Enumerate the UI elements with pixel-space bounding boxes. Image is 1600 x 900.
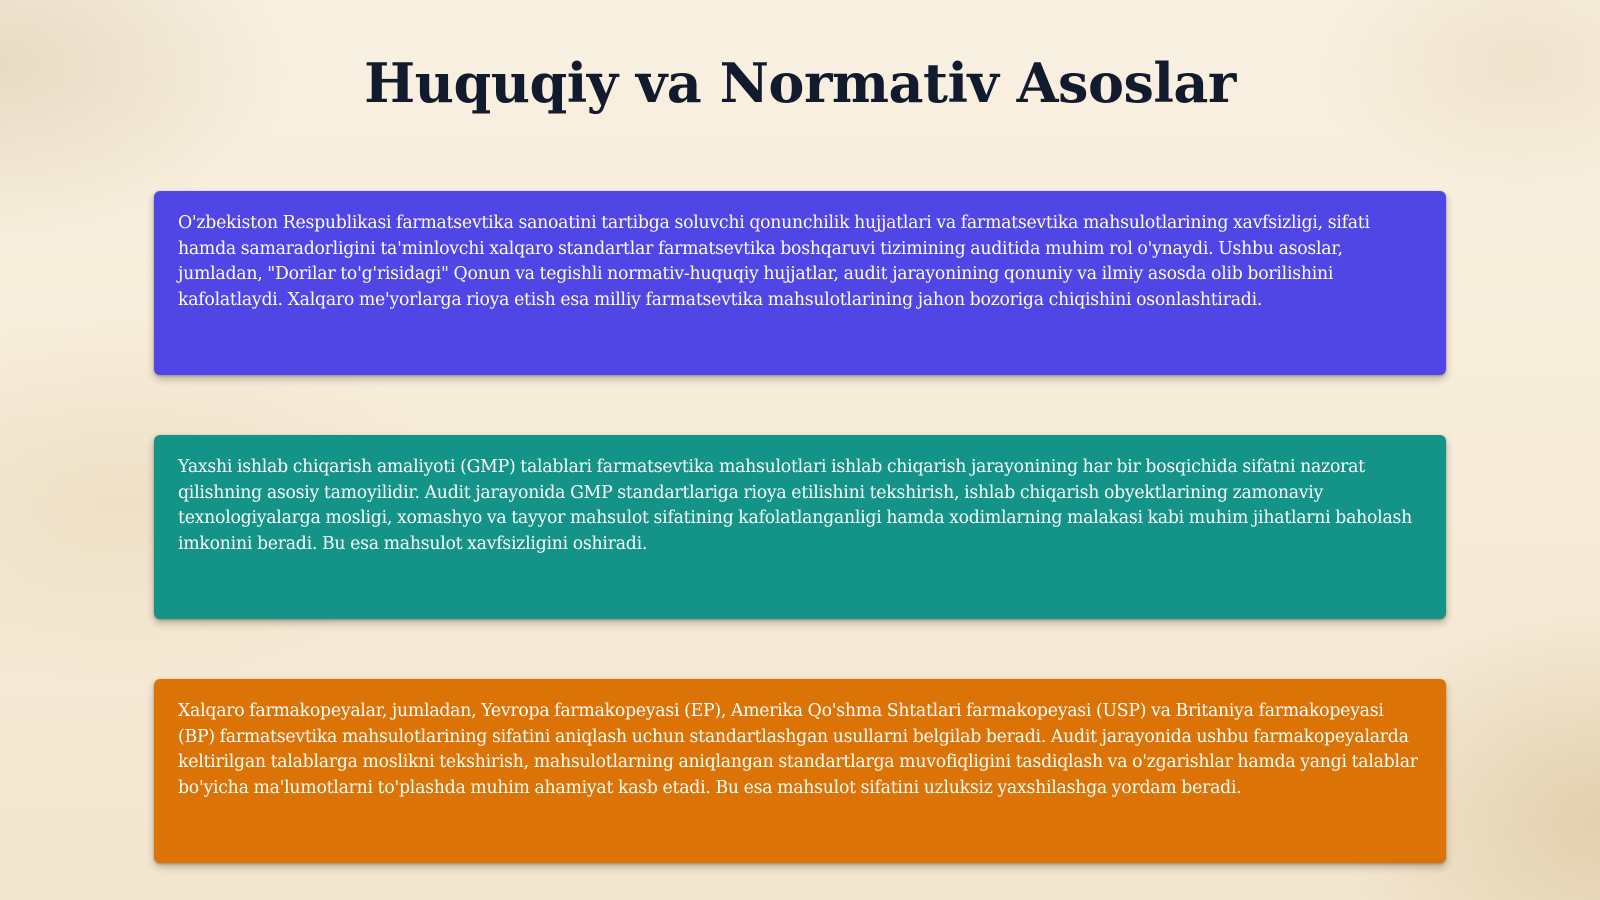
card-text: Xalqaro farmakopeyalar, jumladan, Yevropa farmakopeyasi (EP), Amerika Qo'shma Shtatlari farmakopeyasi (USP) va Britaniya farmakopeyasi (BP) farmatsevtika mahsulotlarining sifatini aniqlash uchun standartlashgan usullarni belgilab beradi. Audit jarayonida ushbu farmakopeyalarda keltirilgan talablarga moslikni tekshirish, mahsulotlarning aniqlangan standartlarga muvofiqligini tasdiqlash va o'zgarishlar hamda yangi talablar bo'yicha ma'lumotlarni to'plashda muhim ahamiyat kasb etadi. Bu esa mahsulot sifatini uzluksiz yaxshilashga yordam beradi. xyxy=(178,701,1418,798)
card-text: O'zbekiston Respublikasi farmatsevtika sanoatini tartibga soluvchi qonunchilik hujjatlari va farmatsevtika mahsulotlarining xavfsizligi, sifati hamda samaradorligini ta'minlovchi xalqaro standartlar farmatsevtika boshqaruvi tizimining auditida muhim rol o'ynaydi. Ushbu asoslar, jumladan, "Dorilar to'g'risidagi" Qonun va tegishli normativ-huquqiy hujjatlar, audit jarayonining qonuniy va ilmiy asosda olib borilishini kafolatlaydi. Xalqaro me'yorlarga rioya etish esa milliy farmatsevtika mahsulotlarining jahon bozoriga chiqishini osonlashtiradi. xyxy=(178,213,1370,310)
content-card-pharmacopoeias xyxy=(154,679,1446,863)
card-text: Yaxshi ishlab chiqarish amaliyoti (GMP) talablari farmatsevtika mahsulotlari ishlab chiqarish jarayonining har bir bosqichida sifatni nazorat qilishning asosiy tamoyilidir. Audit jarayonida GMP standartlariga rioya etilishini tekshirish, ishlab chiqarish obyektlarining zamonaviy texnologiyalarga mosligi, xomashyo va tayyor mahsulot sifatining kafolatlanganligi hamda xodimlarning malakasi kabi muhim jihatlarni baholash imkonini beradi. Bu esa mahsulot xavfsizligini oshiradi. xyxy=(178,457,1413,554)
content-card-gmp xyxy=(154,435,1446,619)
slide-title: Huquqiy va Normativ Asoslar xyxy=(364,51,1236,115)
content-card-legal-framework xyxy=(154,191,1446,375)
